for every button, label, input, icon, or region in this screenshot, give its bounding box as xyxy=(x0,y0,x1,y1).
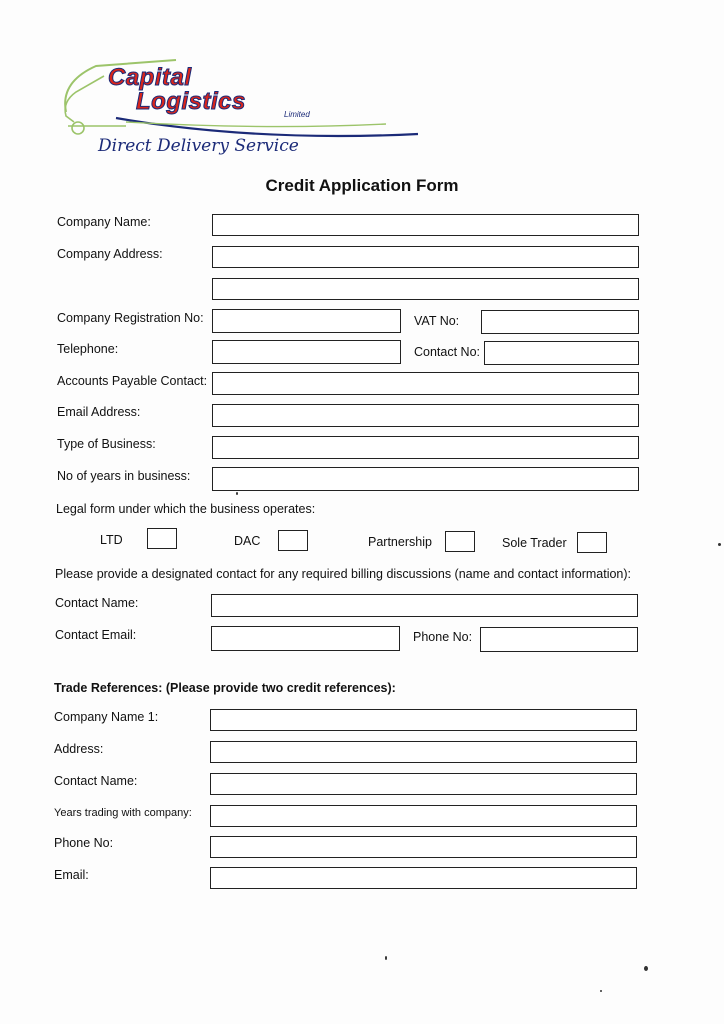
contact-name-field[interactable] xyxy=(211,594,638,617)
telephone-field[interactable] xyxy=(212,340,401,364)
scan-speck xyxy=(236,492,238,495)
ref-years-trading-label: Years trading with company: xyxy=(54,807,192,819)
company-address-field-1[interactable] xyxy=(212,246,639,268)
sole-trader-checkbox[interactable] xyxy=(577,532,607,553)
registration-no-label: Company Registration No: xyxy=(57,311,204,325)
registration-no-field[interactable] xyxy=(212,309,401,333)
dac-label: DAC xyxy=(234,534,261,548)
billing-contact-prompt: Please provide a designated contact for any required billing discussions (name and contact information): xyxy=(55,567,632,581)
contact-name-label: Contact Name: xyxy=(55,596,139,610)
years-in-business-field[interactable] xyxy=(212,467,639,491)
company-address-field-2[interactable] xyxy=(212,278,639,300)
ref-company-name-field[interactable] xyxy=(210,709,637,731)
trade-references-heading: Trade References: (Please provide two credit references): xyxy=(54,681,396,695)
ref-address-field[interactable] xyxy=(210,741,637,763)
scan-speck xyxy=(644,966,648,971)
phone-no-label: Phone No: xyxy=(413,630,473,644)
accounts-payable-label: Accounts Payable Contact: xyxy=(57,374,208,388)
contact-no-label: Contact No: xyxy=(414,345,481,359)
company-logo xyxy=(56,52,426,167)
phone-no-field[interactable] xyxy=(480,627,638,652)
type-of-business-field[interactable] xyxy=(212,436,639,459)
logo-tagline: Direct Delivery Service xyxy=(98,136,299,156)
email-address-label: Email Address: xyxy=(57,405,141,419)
ref-contact-name-field[interactable] xyxy=(210,773,637,795)
ref-phone-no-label: Phone No: xyxy=(54,836,114,850)
accounts-payable-field[interactable] xyxy=(212,372,639,395)
partnership-checkbox[interactable] xyxy=(445,531,475,552)
dac-checkbox[interactable] xyxy=(278,530,308,551)
ref-email-label: Email: xyxy=(54,868,89,882)
company-name-label: Company Name: xyxy=(57,215,151,229)
ref-years-trading-field[interactable] xyxy=(210,805,637,827)
telephone-label: Telephone: xyxy=(57,342,119,356)
sole-trader-label: Sole Trader xyxy=(502,536,567,550)
vat-no-label: VAT No: xyxy=(414,314,460,328)
company-address-label: Company Address: xyxy=(57,247,163,261)
type-of-business-label: Type of Business: xyxy=(57,437,156,451)
scan-speck xyxy=(600,990,602,992)
scan-speck xyxy=(718,543,721,546)
contact-no-field[interactable] xyxy=(484,341,639,365)
company-name-field[interactable] xyxy=(212,214,639,236)
partnership-label: Partnership xyxy=(368,535,432,549)
form-title: Credit Application Form xyxy=(265,176,459,195)
scan-speck xyxy=(385,956,387,960)
logo-line-logistics: Logistics xyxy=(136,88,246,115)
ref-contact-name-label: Contact Name: xyxy=(54,774,138,788)
ltd-checkbox[interactable] xyxy=(147,528,177,549)
contact-email-label: Contact Email: xyxy=(55,628,137,642)
ref-address-label: Address: xyxy=(54,742,104,756)
logo-limited: Limited xyxy=(284,110,310,119)
logo-line-capital: Capital xyxy=(108,64,192,91)
contact-email-field[interactable] xyxy=(211,626,400,651)
ref-email-field[interactable] xyxy=(210,867,637,889)
ref-phone-no-field[interactable] xyxy=(210,836,637,858)
ltd-label: LTD xyxy=(100,533,123,547)
vat-no-field[interactable] xyxy=(481,310,639,334)
ref-company-name-label: Company Name 1: xyxy=(54,710,159,724)
years-in-business-label: No of years in business: xyxy=(57,469,191,483)
email-address-field[interactable] xyxy=(212,404,639,427)
legal-form-label: Legal form under which the business operates: xyxy=(56,502,316,516)
